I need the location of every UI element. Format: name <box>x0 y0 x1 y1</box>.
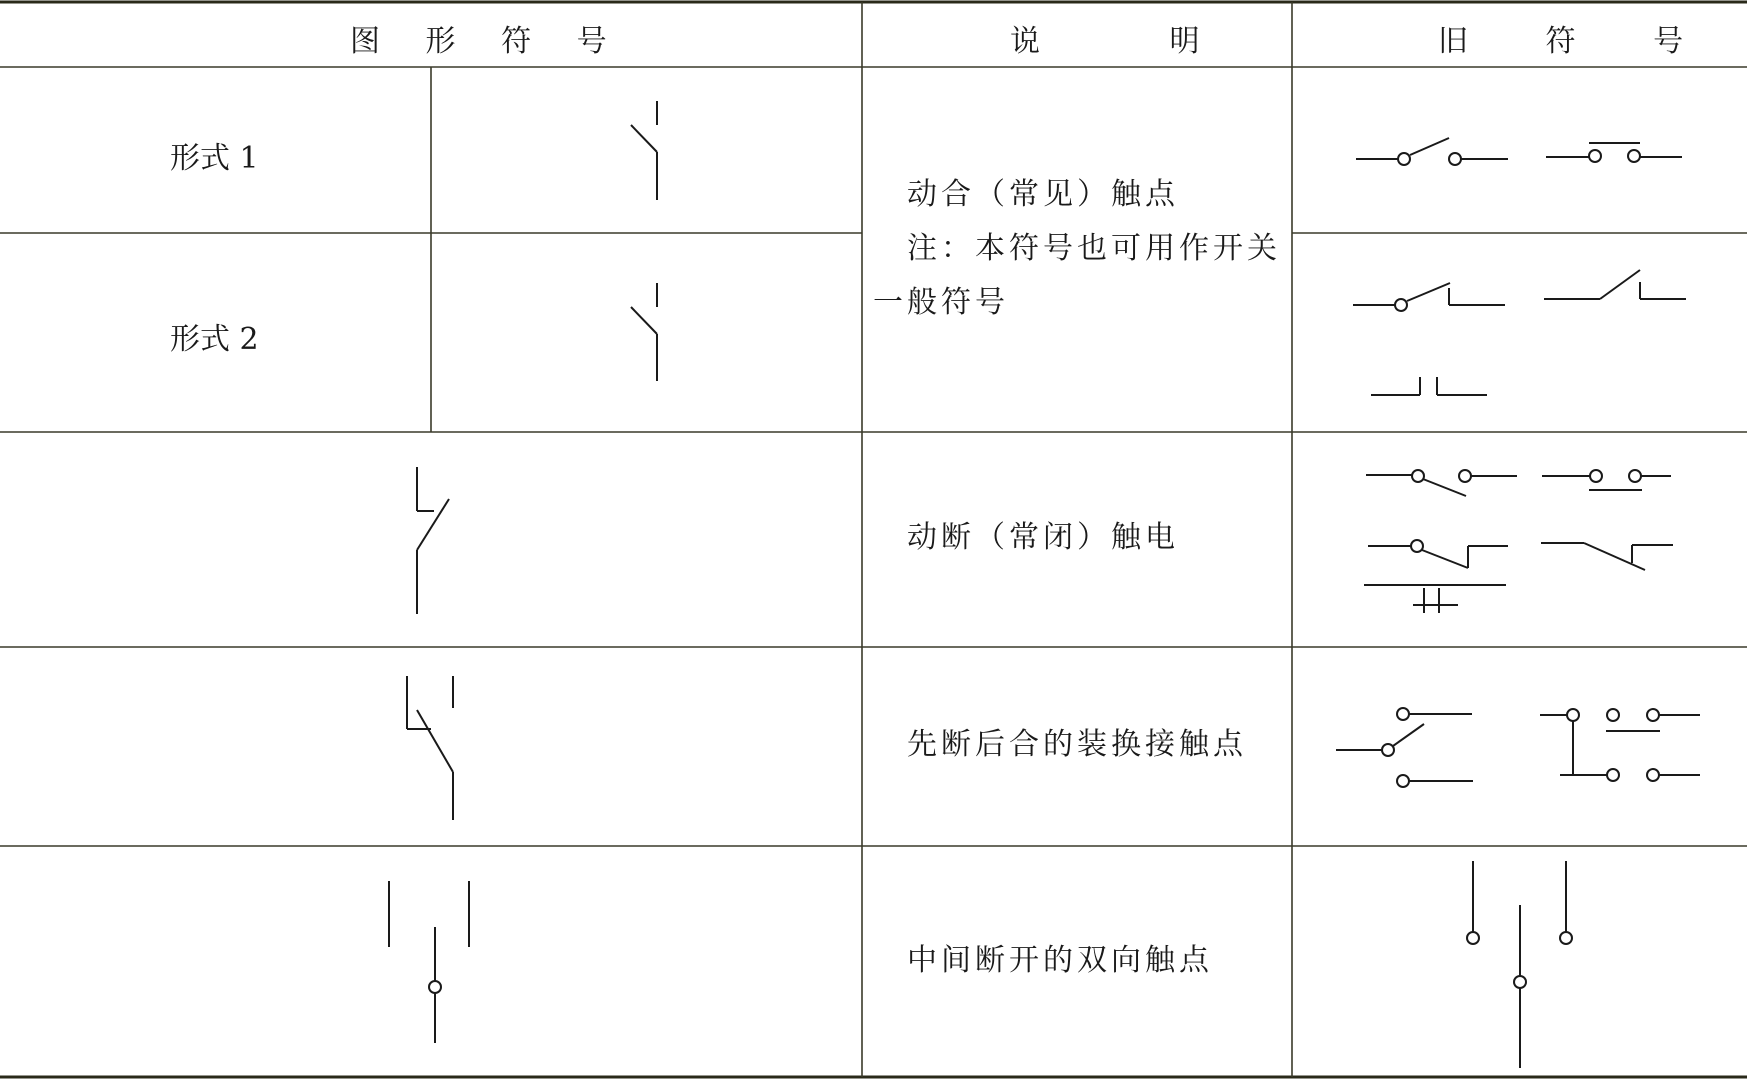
header-graphic-symbol: 图 形 符 号 <box>350 24 625 59</box>
old-changeover-symbol-2 <box>1540 709 1700 781</box>
old-nc-contact-symbol-1 <box>1366 470 1517 496</box>
no-contact-form1-symbol <box>631 101 657 200</box>
header-description: 说 明 <box>1010 24 1260 59</box>
no-contact-form2-symbol <box>631 283 657 381</box>
old-no-contact-symbol-1 <box>1356 138 1508 165</box>
old-changeover-symbol-1 <box>1336 708 1473 787</box>
row1-description-line2: 注：本符号也可用作开关 <box>907 231 1281 266</box>
old-center-off-symbol <box>1467 861 1572 1068</box>
old-nc-contact-symbol-4 <box>1541 543 1673 570</box>
old-nc-contact-symbol-3 <box>1368 540 1508 568</box>
center-off-contact-symbol <box>389 881 469 1043</box>
old-no-contact-symbol-3 <box>1353 283 1505 311</box>
old-no-contact-symbol-5 <box>1371 377 1487 395</box>
changeover-contact-symbol <box>407 676 453 820</box>
old-nc-contact-symbol-5 <box>1364 585 1506 613</box>
old-no-contact-symbol-4 <box>1544 270 1686 299</box>
old-no-contact-symbol-2 <box>1546 143 1682 162</box>
form1-label: 形式 1 <box>170 141 259 176</box>
form2-label: 形式 2 <box>170 322 259 357</box>
row1-description-line3: 一般符号 <box>873 285 1009 320</box>
row2-description: 动断（常闭）触电 <box>907 520 1179 555</box>
row4-description: 中间断开的双向触点 <box>907 943 1213 978</box>
row3-description: 先断后合的装换接触点 <box>907 727 1247 762</box>
table-grid <box>0 2 1747 1077</box>
nc-contact-symbol <box>417 467 449 614</box>
header-old-symbol: 旧 符 号 <box>1438 24 1718 59</box>
old-nc-contact-symbol-2 <box>1542 470 1671 490</box>
row1-description-line1: 动合（常见）触点 <box>907 177 1179 212</box>
